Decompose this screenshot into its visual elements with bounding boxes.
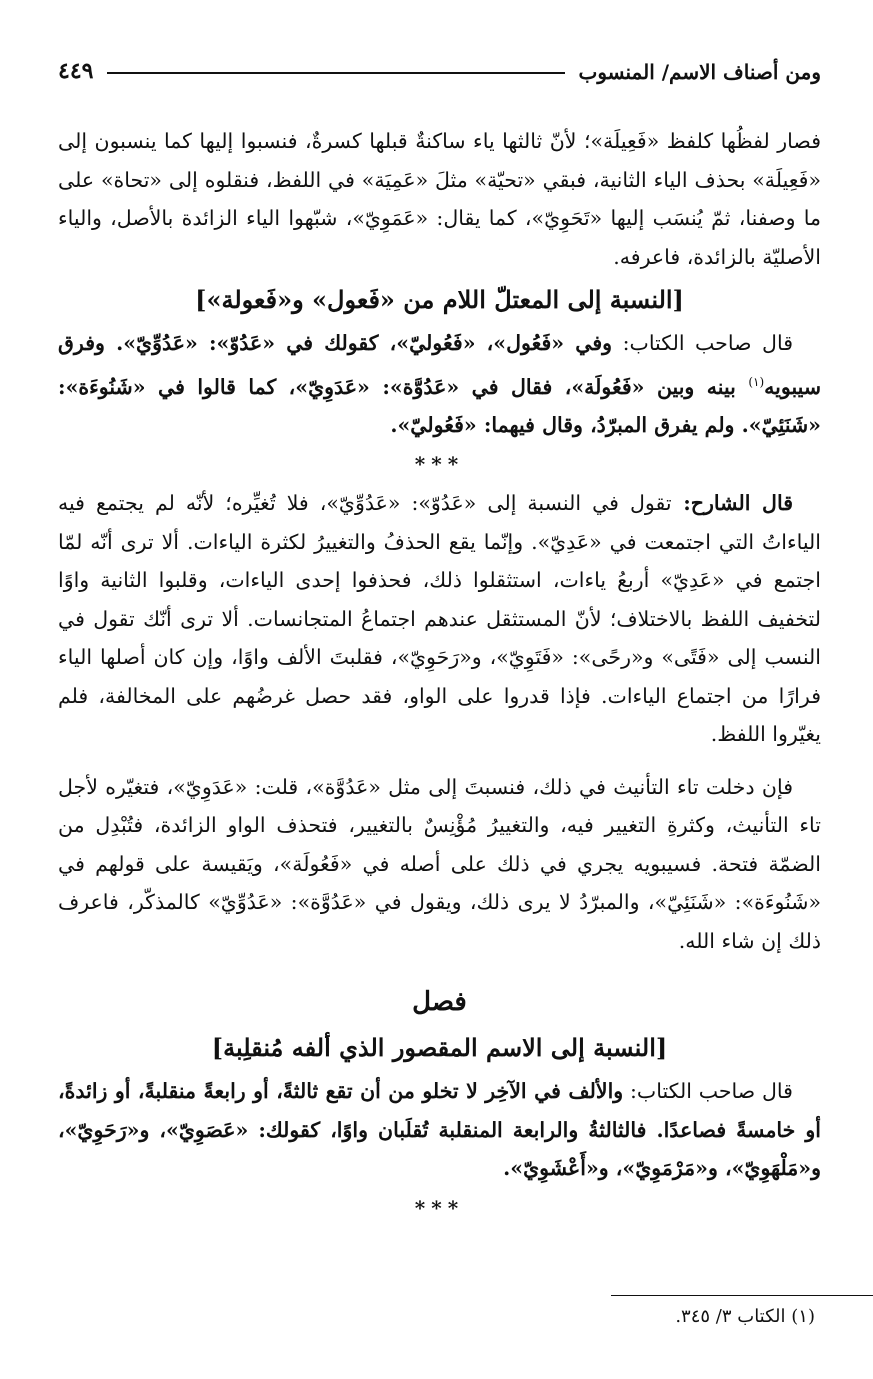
paragraph-gap <box>58 754 821 768</box>
author-text: وفي «فَعُول»، «فَعُوليّ»، كقولك في «عَدُوّ»: «عَدُوِّيّ». وفرق سيبويه <box>58 331 821 399</box>
section-heading-maqsur: [النسبة إلى الاسم المقصور الذي ألفه مُنقلِبة] <box>211 1033 668 1063</box>
author-lead-2: قال صاحب الكتاب: <box>623 1079 793 1104</box>
paragraph-continuation: فصار لفظُها كلفظ «فَعِيلَة»؛ لأنّ ثالثها ياء ساكنةٌ قبلها كسرةٌ، فنسبوا إليها كما ينسبون إلى «فَعِيلَة» بحذف الياء الثانية، فبقي «تحيّة» مثلَ «عَمِيَة» في اللفظ، فنقلوه إلى «تحاة» على ما وصفنا، ثمّ يُنسَب إليها «تَحَوِيّ»، كما يقال: «عَمَوِيّ»، شبّهوا الياء الزائدة بالأصل، والياء الأصليّة بالزائدة، فاعرفه. <box>58 129 821 269</box>
running-title: ومن أصناف الاسم/ المنسوب <box>578 60 821 84</box>
footnote-marker: (١) <box>748 374 765 389</box>
fasl-heading: فصل <box>412 987 467 1018</box>
book-page <box>58 44 821 1359</box>
page-body <box>58 122 821 1228</box>
page-number: ٤٤٩ <box>58 58 94 84</box>
paragraph-author-text-2 <box>58 1072 821 1188</box>
page-header <box>58 44 821 84</box>
commentator-lead: قال الشارح: <box>671 491 794 516</box>
author-text-2: والألف في الآخِر لا تخلو من أن تقع ثالثةً، أو رابعةً منقلبةً، أو زائدةً، أو خامسةً فصاعدًا. فالثالثةُ والرابعة المنقلبة تُقلَبان واوًا، كقولك: «عَصَوِيّ»، و«رَحَوِيّ»، و«مَلْهَوِيّ»، و«مَرْمَوِيّ»، و«أَعْشَوِيّ». <box>58 1079 821 1181</box>
author-lead: قال صاحب الكتاب: <box>612 331 793 355</box>
paragraph-author-text-1 <box>58 324 821 444</box>
separator-stars-2: *** <box>414 1195 465 1220</box>
footnote-rule <box>611 1295 873 1296</box>
paragraph-commentary-2: فإن دخلت تاء التأنيث في ذلك، فنسبتَ إلى مثل «عَدُوَّة»، قلت: «عَدَوِيّ»، فتغيّره لأجل تاء التأنيث، وكثرةِ التغيير فيه، والتغييرُ مُؤْنِسٌ بالتغيير، فتحذف الواو الزائدة، فتُبْدِل من الضمّة فتحة. فسيبويه يجري في ذلك على أصله في «فَعُولَة»، ويَقيسة على قولهم في «شَنُوءَة»: «شَنَئِيّ»، والمبرّدُ لا يرى ذلك، ويقول في «عَدُوَّة»: «عَدُوِّيّ» كالمذكّر، فاعرف ذلك إن شاء الله. <box>58 774 821 953</box>
commentary-text: تقول في النسبة إلى «عَدُوّ»: «عَدُوِّيّ»، فلا تُغيِّره؛ لأنّه لم يجتمع فيه الياءاتُ التي اجتمعت في «عَدِيّ». وإنّما يقع الحذفُ والتغييرُ لكثرة الياءات. ألا ترى أنّه لمّا اجتمع في «عَدِيّ» أربعُ ياءات، استثقلوا ذلك، فحذفوا إحدى الياءات، وقلبوا الثانية واوًا لتخفيف اللفظ بالاختلاف؛ لأنّ المستثقل عندهم اجتماعُ المتجانسات. ألا ترى أنّك تقول في النسب إلى «فَتًى» و«رحًى»: «فَتَوِيّ»، و«رَحَوِيّ»، فقلبتَ الألف واوًا، وإن كان أصلها الياء فرارًا من اجتماع الياءات. فإذا قدروا على الواو، فقد حصل غرضُهم على المخالفة، فلم يغيّروا اللفظ. <box>58 491 821 747</box>
footnote <box>52 1302 815 1332</box>
header-rule <box>107 72 564 74</box>
author-text-cont: بينه وبين «فَعُولَة»، فقال في «عَدُوَّة»: «عَدَوِيّ»، كما قالوا في «شَنُوءَة»: «شَنَئِيّ». ولم يفرق المبرّدُ، وقال فيهما: «فَعُوليّ». <box>58 374 821 437</box>
paragraph-commentary-1 <box>58 484 821 754</box>
section-heading-faul: [النسبة إلى المعتلّ اللام من «فَعول» و«فَعولة»] <box>195 285 684 314</box>
separator-stars: *** <box>414 452 465 477</box>
footnote-text: (١) الكتاب ٣/ ٣٤٥. <box>675 1306 815 1327</box>
